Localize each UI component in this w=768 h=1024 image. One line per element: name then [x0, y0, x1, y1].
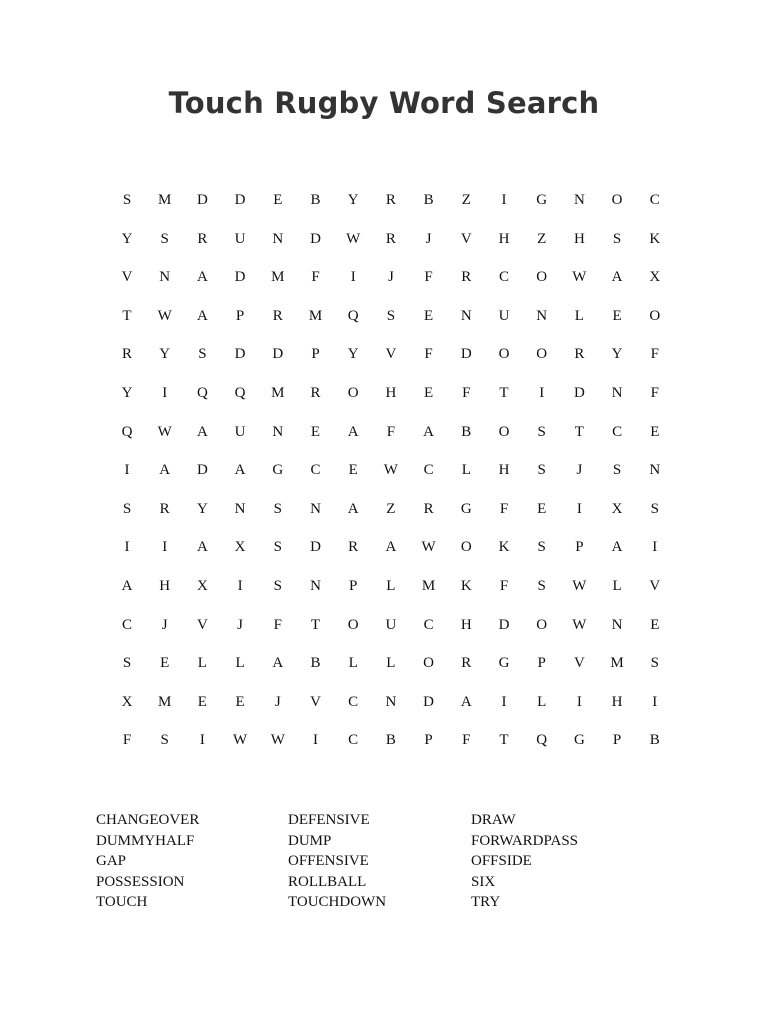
grid-letter: R	[121, 346, 132, 363]
grid-letter: F	[311, 269, 320, 286]
grid-letter: S	[612, 462, 622, 479]
grid-letter: D	[234, 192, 246, 208]
grid-letter: E	[197, 693, 207, 710]
grid-letter: X	[121, 693, 133, 710]
grid-letter: Z	[386, 500, 396, 517]
grid-letter: I	[313, 732, 318, 749]
grid-letter: L	[197, 655, 207, 672]
word-item: OFFSIDE	[471, 853, 532, 869]
grid-letter: A	[196, 539, 208, 556]
word-item: TOUCH	[96, 894, 148, 910]
grid-letter: S	[273, 539, 282, 556]
grid-letter: S	[650, 655, 659, 672]
grid-letter: U	[498, 307, 510, 324]
word-item: DEFENSIVE	[288, 812, 370, 828]
grid-row	[109, 258, 659, 297]
grid-letter: I	[501, 192, 507, 208]
grid-letter: F	[499, 500, 509, 517]
grid-letter: I	[652, 539, 658, 556]
word-item: OFFENSIVE	[288, 853, 369, 869]
grid-letter: O	[649, 307, 661, 324]
grid-letter: Y	[347, 346, 359, 363]
grid-letter: P	[311, 346, 320, 363]
grid-letter: D	[573, 384, 585, 401]
grid-letter: W	[421, 539, 436, 556]
grid-letter: M	[158, 693, 172, 710]
grid-letter: B	[423, 192, 434, 208]
grid-letter: O	[498, 423, 510, 440]
grid-letter: I	[162, 384, 168, 401]
grid-row	[109, 683, 659, 722]
grid-letter: T	[310, 616, 321, 633]
grid-letter: V	[460, 230, 472, 247]
grid-letter: S	[160, 230, 169, 247]
grid-letter: V	[196, 616, 208, 633]
grid-letter: L	[348, 655, 358, 672]
grid-letter: D	[196, 462, 208, 479]
grid-letter: P	[612, 732, 622, 749]
grid-letter: F	[424, 269, 433, 286]
grid-letter: E	[650, 616, 660, 633]
grid-letter: O	[498, 346, 510, 363]
grid-letter: O	[423, 655, 435, 672]
grid-letter: Q	[536, 732, 548, 749]
grid-letter: Q	[347, 307, 359, 324]
page-title: Touch Rugby Word Search	[168, 86, 600, 120]
grid-letter: D	[272, 346, 284, 363]
grid-letter: S	[537, 539, 546, 556]
grid-letter: O	[536, 346, 548, 363]
grid-letter: W	[157, 423, 172, 440]
word-column-1	[96, 810, 199, 913]
grid-letter: C	[348, 732, 359, 749]
word-item: TRY	[471, 894, 501, 910]
grid-row	[109, 490, 659, 529]
grid-letter: L	[537, 693, 547, 710]
grid-letter: G	[498, 655, 510, 672]
grid-letter: S	[273, 577, 282, 594]
grid-letter: N	[611, 616, 623, 633]
grid-letter: N	[611, 384, 623, 401]
grid-letter: O	[460, 539, 472, 556]
grid-letter: N	[310, 500, 321, 517]
grid-letter: D	[234, 269, 246, 286]
grid-letter: W	[383, 462, 398, 479]
grid-letter: J	[576, 462, 583, 479]
word-item: TOUCHDOWN	[288, 894, 387, 910]
grid-letter: Y	[347, 192, 359, 208]
grid-letter: V	[310, 693, 321, 710]
grid-letter: F	[499, 577, 509, 594]
grid-letter: Q	[121, 423, 133, 440]
grid-letter: I	[124, 462, 130, 479]
grid-letter: A	[121, 577, 133, 594]
grid-letter: S	[537, 577, 546, 594]
grid-letter: Y	[611, 346, 623, 363]
grid-letter: R	[574, 346, 585, 363]
grid-letter: D	[423, 693, 435, 710]
grid-row	[109, 567, 659, 606]
grid-row	[109, 335, 659, 374]
grid-letter: E	[537, 500, 547, 517]
grid-letter: L	[574, 307, 584, 324]
grid-letter: R	[385, 230, 396, 247]
grid-letter: L	[386, 577, 396, 594]
grid-letter: E	[424, 307, 434, 324]
grid-letter: B	[310, 655, 321, 672]
grid-letter: I	[576, 693, 582, 710]
word-item: FORWARDPASS	[471, 832, 578, 849]
grid-letter: U	[234, 230, 246, 247]
grid-letter: A	[347, 500, 359, 517]
grid-letter: A	[196, 269, 208, 286]
grid-letter: J	[274, 693, 281, 710]
grid-letter: J	[387, 269, 394, 286]
grid-letter: U	[234, 423, 246, 440]
grid-letter: F	[424, 346, 433, 363]
grid-letter: P	[349, 577, 358, 594]
grid-letter: S	[650, 500, 659, 517]
grid-letter: B	[461, 423, 472, 440]
word-column-2	[288, 810, 386, 913]
grid-letter: S	[537, 462, 546, 479]
grid-letter: R	[197, 230, 208, 247]
grid-letter: W	[157, 307, 172, 324]
grid-letter: F	[122, 732, 132, 749]
grid-letter: K	[498, 539, 510, 556]
grid-letter: O	[347, 616, 359, 633]
grid-letter: C	[121, 616, 132, 633]
word-item: DRAW	[471, 812, 516, 828]
grid-row	[109, 181, 659, 220]
grid-letter: S	[122, 500, 132, 517]
word-item: DUMMYHALF	[96, 832, 195, 849]
grid-letter: G	[272, 462, 284, 479]
grid-letter: W	[572, 577, 587, 594]
grid-letter: N	[573, 192, 585, 208]
grid-letter: Y	[121, 230, 133, 247]
grid-letter: D	[310, 539, 321, 556]
grid-letter: Z	[461, 192, 471, 208]
grid-letter: U	[385, 616, 397, 633]
grid-letter: J	[425, 230, 432, 247]
grid-letter: W	[346, 230, 361, 247]
grid-letter: J	[161, 616, 168, 633]
grid-letter: I	[124, 539, 130, 556]
grid-letter: A	[234, 462, 246, 479]
grid-letter: D	[310, 230, 321, 247]
grid-letter: T	[122, 307, 132, 324]
grid-letter: Y	[121, 384, 133, 401]
grid-letter: B	[649, 732, 660, 749]
grid-letter: H	[611, 693, 623, 710]
grid-letter: M	[158, 192, 172, 208]
grid-letter: I	[576, 500, 582, 517]
grid-letter: G	[460, 500, 472, 517]
grid-letter: N	[649, 462, 661, 479]
grid-letter: N	[536, 307, 548, 324]
grid-letter: L	[612, 577, 622, 594]
grid-letter: N	[310, 577, 321, 594]
grid-letter: O	[536, 269, 548, 286]
grid-letter: A	[196, 423, 208, 440]
grid-letter: E	[160, 655, 170, 672]
grid-row	[109, 374, 659, 413]
grid-letter: P	[235, 307, 245, 324]
grid-letter: M	[610, 655, 624, 672]
grid-letter: F	[462, 384, 471, 401]
grid-row	[109, 644, 659, 683]
grid-letter: N	[272, 423, 284, 440]
grid-letter: H	[573, 230, 585, 247]
grid-letter: L	[386, 655, 396, 672]
word-item: POSSESSION	[96, 873, 185, 890]
word-item: CHANGEOVER	[96, 812, 200, 828]
grid-letter: R	[461, 269, 472, 286]
grid-letter: F	[650, 384, 659, 401]
grid-letter: V	[385, 346, 397, 363]
grid-letter: C	[348, 693, 359, 710]
grid-letter: E	[348, 462, 358, 479]
grid-row	[109, 220, 659, 259]
grid-row	[109, 606, 659, 645]
grid-letter: E	[424, 384, 434, 401]
grid-letter: A	[611, 269, 623, 286]
grid-letter: F	[386, 423, 396, 440]
grid-letter: E	[310, 423, 321, 440]
grid-letter: G	[573, 732, 585, 749]
grid-letter: C	[498, 269, 509, 286]
grid-letter: D	[498, 616, 510, 633]
grid-letter: H	[159, 577, 171, 594]
grid-letter: V	[121, 269, 133, 286]
grid-letter: W	[572, 616, 587, 633]
grid-letter: E	[650, 423, 660, 440]
grid-letter: F	[273, 616, 282, 633]
grid-letter: I	[539, 384, 545, 401]
grid-letter: P	[424, 732, 433, 749]
grid-letter: I	[199, 732, 205, 749]
grid-letter: O	[536, 616, 548, 633]
grid-letter: D	[196, 192, 208, 208]
grid-letter: Y	[196, 500, 208, 517]
grid-letter: M	[421, 577, 436, 594]
grid-letter: I	[237, 577, 243, 594]
grid-letter: I	[350, 269, 356, 286]
grid-letter: R	[461, 655, 472, 672]
grid-letter: G	[536, 192, 548, 208]
word-item: DUMP	[288, 832, 332, 849]
grid-letter: H	[498, 230, 510, 247]
grid-letter: A	[196, 307, 208, 324]
grid-letter: N	[272, 230, 284, 247]
grid-letter: N	[159, 269, 171, 286]
grid-letter: W	[572, 269, 587, 286]
grid-letter: S	[273, 500, 282, 517]
grid-letter: X	[196, 577, 208, 594]
grid-letter: C	[612, 423, 623, 440]
grid-letter: S	[386, 307, 396, 324]
grid-letter: A	[611, 539, 623, 556]
grid-letter: T	[574, 423, 584, 440]
grid-row	[109, 528, 659, 567]
grid-letter: I	[652, 693, 658, 710]
grid-letter: A	[347, 423, 359, 440]
word-column-3	[471, 810, 578, 913]
grid-letter: Q	[234, 384, 246, 401]
grid-letter: H	[498, 462, 510, 479]
grid-letter: H	[460, 616, 472, 633]
letter-grid	[109, 181, 659, 761]
grid-letter: F	[462, 732, 471, 749]
grid-letter: V	[573, 655, 585, 672]
grid-letter: N	[234, 500, 246, 517]
grid-letter: M	[271, 384, 285, 401]
grid-letter: W	[233, 732, 248, 749]
grid-letter: F	[650, 346, 659, 363]
grid-letter: L	[235, 655, 245, 672]
word-item: GAP	[96, 853, 127, 869]
grid-letter: A	[460, 693, 472, 710]
grid-letter: S	[537, 423, 546, 440]
grid-letter: X	[649, 269, 661, 286]
grid-letter: R	[423, 500, 434, 517]
grid-letter: X	[234, 539, 246, 556]
grid-letter: E	[235, 693, 245, 710]
grid-letter: V	[649, 577, 661, 594]
grid-letter: X	[611, 500, 623, 517]
grid-letter: Q	[196, 384, 208, 401]
grid-letter: P	[537, 655, 546, 672]
grid-letter: I	[162, 539, 168, 556]
grid-letter: W	[270, 732, 285, 749]
grid-letter: K	[460, 577, 472, 594]
grid-letter: R	[348, 539, 359, 556]
grid-letter: O	[611, 192, 623, 208]
grid-letter: S	[122, 655, 132, 672]
grid-letter: C	[423, 462, 434, 479]
grid-letter: E	[612, 307, 622, 324]
grid-letter: C	[423, 616, 434, 633]
grid-letter: N	[460, 307, 472, 324]
grid-letter: R	[272, 307, 283, 324]
grid-row	[109, 721, 659, 760]
grid-letter: B	[385, 732, 396, 749]
grid-letter: S	[122, 192, 132, 208]
grid-letter: C	[649, 192, 660, 208]
grid-letter: D	[460, 346, 472, 363]
grid-row	[109, 413, 659, 452]
grid-row	[109, 297, 659, 336]
grid-letter: A	[423, 423, 435, 440]
grid-letter: E	[273, 192, 283, 208]
word-item: SIX	[471, 873, 496, 890]
grid-letter: P	[575, 539, 584, 556]
grid-letter: O	[347, 384, 359, 401]
grid-letter: Z	[537, 230, 547, 247]
grid-letter: Y	[159, 346, 171, 363]
grid-letter: A	[385, 539, 397, 556]
grid-letter: T	[499, 384, 509, 401]
grid-row	[109, 451, 659, 490]
grid-letter: R	[159, 500, 170, 517]
grid-letter: S	[160, 732, 169, 749]
grid-letter: K	[649, 230, 661, 247]
grid-letter: M	[271, 269, 285, 286]
grid-letter: A	[159, 462, 171, 479]
grid-letter: R	[310, 384, 321, 401]
grid-letter: M	[308, 307, 323, 324]
grid-letter: C	[310, 462, 321, 479]
grid-letter: S	[612, 230, 622, 247]
grid-letter: D	[234, 346, 246, 363]
grid-letter: J	[237, 616, 244, 633]
grid-letter: A	[272, 655, 284, 672]
word-item: ROLLBALL	[288, 873, 367, 890]
grid-letter: T	[499, 732, 509, 749]
grid-letter: N	[385, 693, 397, 710]
grid-letter: S	[198, 346, 207, 363]
grid-letter: R	[385, 192, 396, 208]
grid-letter: B	[310, 192, 321, 208]
grid-letter: L	[461, 462, 471, 479]
grid-letter: I	[501, 693, 507, 710]
grid-letter: H	[385, 384, 397, 401]
